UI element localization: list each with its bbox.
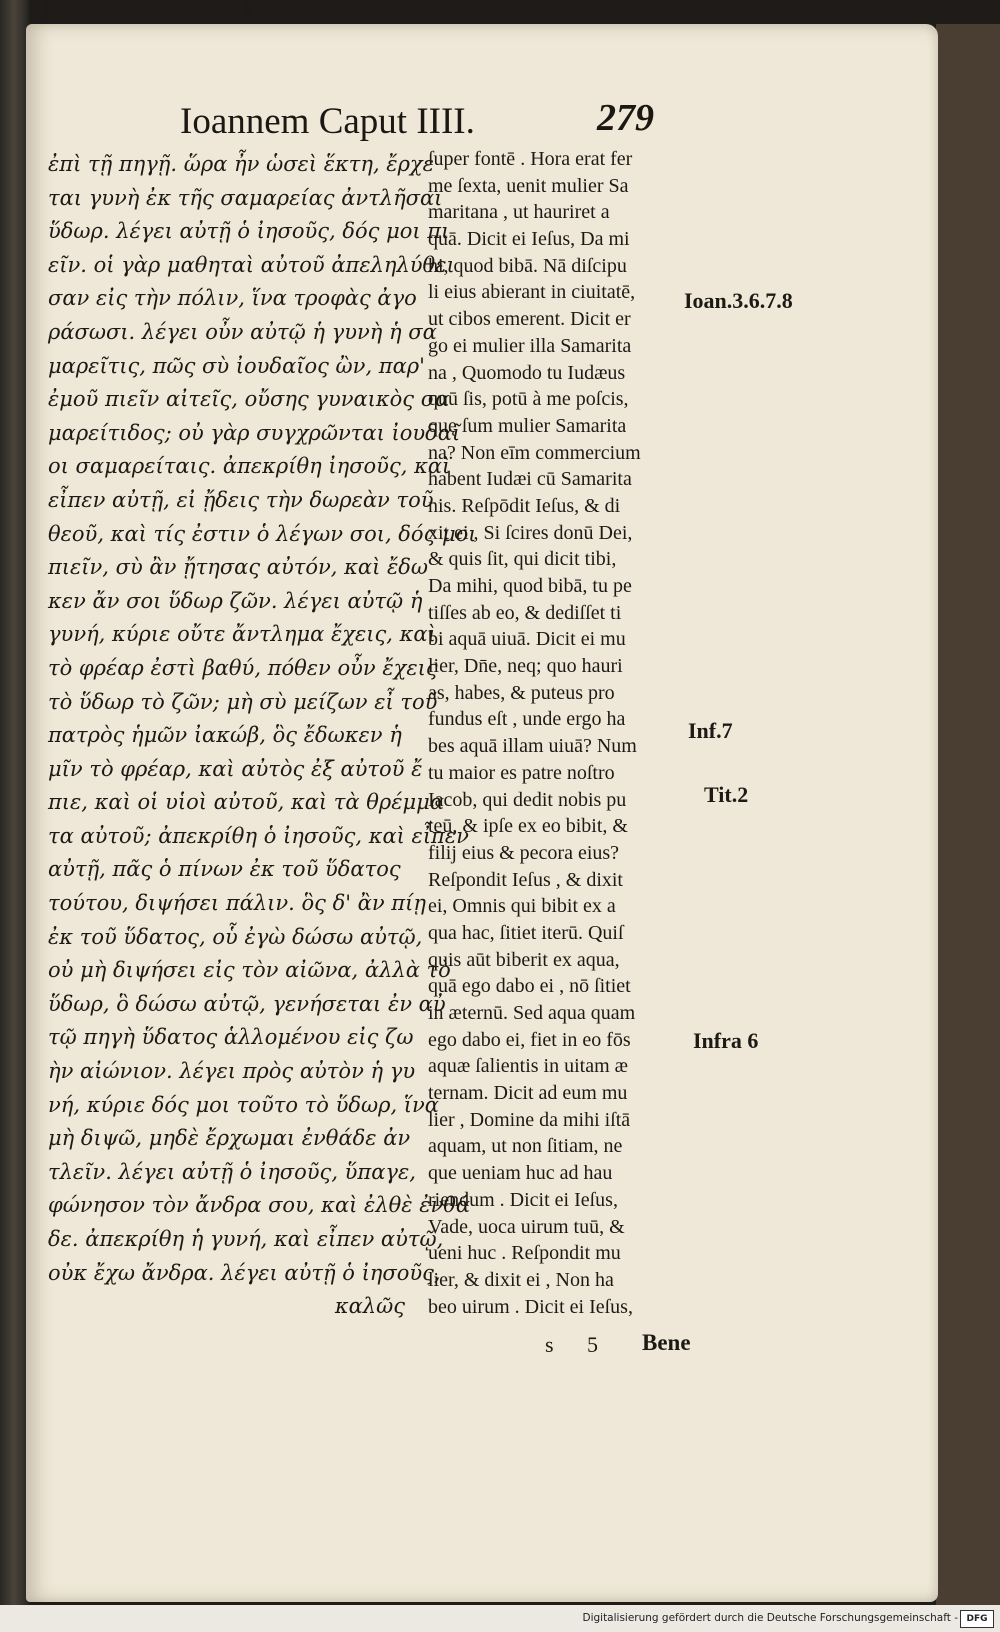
latin-text-line: & quis ſit, qui dicit tibi, <box>428 548 617 571</box>
greek-text-line: νή, κύριε δός μοι τοῦτο τὸ ὕδωρ, ἵνα <box>48 1092 439 1117</box>
greek-text-line: αὐτῇ, πᾶς ὁ πίνων ἐκ τοῦ ὕδατος <box>48 857 401 882</box>
latin-text-line: nis. Reſpōdit Ieſus, & di <box>428 494 621 517</box>
margin-note-tit: Tit.2 <box>704 782 749 807</box>
latin-text-line: Iacob, qui dedit nobis pu <box>428 788 627 811</box>
margin-note-ioan: Ioan.3.6.7.8 <box>684 288 793 313</box>
greek-text-line: πατρὸς ἡμῶν ἰακώβ, ὃς ἔδωκεν ἡ <box>48 723 402 748</box>
latin-text-line: riendum . Dicit ei Ieſus, <box>428 1188 618 1211</box>
margin-note-inf: Inf.7 <box>688 718 733 743</box>
greek-text-line: πιεῖν, σὺ ἂν ᾔτησας αὐτόν, καὶ ἔδω <box>48 555 429 580</box>
latin-text-line: aquæ ſalientis in uitam æ <box>428 1055 628 1078</box>
greek-text-line: οι σαμαρείταις. ἀπεκρίθη ἰησοῦς, καὶ <box>48 454 451 479</box>
latin-text-line: Da mihi, quod bibā, tu pe <box>428 575 632 597</box>
greek-text-line: θεοῦ, καὶ τίς ἐστιν ὁ λέγων σοι, δός μοι <box>48 521 477 546</box>
greek-text-line: ἐπὶ τῇ πηγῇ. ὥρα ἦν ὡσεὶ ἕκτη, ἔρχε <box>48 152 434 176</box>
greek-text-line: μὴ διψῶ, μηδὲ ἔρχωμαι ἐνθάδε ἀν <box>48 1126 411 1151</box>
latin-text-line: na , Quomodo tu Iudæus <box>428 361 626 384</box>
greek-text-line: ὕδωρ. λέγει αὐτῇ ὁ ἰησοῦς, δός μοι πι <box>48 219 450 244</box>
latin-text-line: tu maior es patre noſtro <box>428 761 615 784</box>
latin-text-line: ego dabo ei, fiet in eo fōs <box>428 1028 631 1051</box>
greek-text-line: εἶπεν αὐτῇ, εἰ ᾔδεις τὴν δωρεὰν τοῦ <box>48 487 434 512</box>
greek-text-line: τὸ ὕδωρ τὸ ζῶν; μὴ σὺ μείζων εἶ τοῦ <box>48 689 438 714</box>
latin-text-line: filij eius & pecora eius? <box>428 841 620 864</box>
greek-text-line: τούτου, διψήσει πάλιν. ὃς δ' ἂν πίῃ <box>48 891 426 916</box>
greek-text-line: τὸ φρέαρ ἐστὶ βαθύ, πόθεν οὖν ἔχεις <box>48 655 438 680</box>
greek-text-line: εῖν. οἱ γὰρ μαθηταὶ αὐτοῦ ἀπεληλύθει <box>48 252 455 277</box>
latin-text-line: lier , Domine da mihi iſtā <box>428 1108 631 1131</box>
greek-text-line: ράσωσι. λέγει οὖν αὐτῷ ἡ γυνὴ ἡ σα <box>48 319 437 344</box>
greek-text-column <box>48 148 477 1324</box>
latin-text-line: qua hac, ſitiet iterū. Quiſ <box>428 921 624 944</box>
greek-text-line: γυνή, κύριε οὔτε ἄντλημα ἔχεις, καὶ <box>48 622 436 647</box>
greek-text-line: μαρεῖτις, πῶς σὺ ἰουδαῖος ὢν, παρ' <box>48 353 425 378</box>
greek-text-line: ὴν αἰώνιον. λέγει πρὸς αὐτὸν ἡ γυ <box>48 1059 416 1084</box>
latin-text-line: in æternū. Sed aqua quam <box>428 1002 636 1024</box>
latin-text-line: habent Iudæi cū Samarita <box>428 468 632 491</box>
latin-text-line: xit ei , Si ſcires donū Dei, <box>428 521 633 544</box>
greek-text-line: τῷ πηγὴ ὕδατος ἁλλομένου εἰς ζω <box>48 1025 414 1050</box>
greek-text-line: δε. ἀπεκρίθη ἡ γυνή, καὶ εἶπεν αὐτῷ, <box>48 1227 444 1251</box>
signature-mark: s 5 <box>545 1332 613 1357</box>
latin-text-line: bes aquā illam uiuā? Num <box>428 735 637 758</box>
greek-text-line: πιε, καὶ οἱ υἱοὶ αὐτοῦ, καὶ τὰ θρέμμα <box>48 790 445 815</box>
latin-text-line: go ei mulier illa Samarita <box>428 334 632 357</box>
greek-text-line: κεν ἄν σοι ὕδωρ ζῶν. λέγει αὐτῷ ἡ <box>48 588 423 613</box>
latin-text-line: ei, Omnis qui bibit ex a <box>428 895 616 918</box>
latin-text-line: quū ſis, potū à me poſcis, <box>428 388 629 411</box>
greek-text-line: ται γυνὴ ἐκ τῆς σαμαρείας ἀντλῆσαι <box>48 185 443 210</box>
greek-text-line: τλεῖν. λέγει αὐτῇ ὁ ἰησοῦς, ὕπαγε, <box>48 1159 416 1184</box>
latin-text-column <box>428 146 698 1320</box>
latin-text-line: Vade, uoca uirum tuū, & <box>428 1215 625 1238</box>
latin-text-line: me ſexta, uenit mulier Sa <box>428 174 629 197</box>
latin-text-line: teū, & ipſe ex eo bibit, & <box>428 815 628 838</box>
latin-text-line: ternam. Dicit ad eum mu <box>428 1082 628 1105</box>
page-number: 279 <box>597 97 654 139</box>
latin-text-line: bi aquā uiuā. Dicit ei mu <box>428 628 626 651</box>
greek-text-line: ἐμοῦ πιεῖν αἰτεῖς, οὔσης γυναικὸς σα <box>48 387 450 412</box>
latin-text-line: hi, quod bibā. Nā diſcipu <box>428 254 627 277</box>
greek-text-line: σαν εἰς τὴν πόλιν, ἵνα τροφὰς ἀγο <box>48 286 417 311</box>
latin-text-line: quā. Dicit ei Ieſus, Da mi <box>428 228 630 251</box>
greek-text-line: μῖν τὸ φρέαρ, καὶ αὐτὸς ἐξ αὐτοῦ ἔ <box>48 756 423 781</box>
dfg-logo: DFG <box>960 1610 994 1628</box>
latin-text-line: quā ego dabo ei , nō ſitiet <box>428 975 631 998</box>
greek-text-line: οὐκ ἔχω ἄνδρα. λέγει αὐτῇ ὁ ἰησοῦς, <box>48 1260 441 1285</box>
latin-text-line: quę ſum mulier Samarita <box>428 414 627 437</box>
greek-text-line: ὕδωρ, ὃ δώσω αὐτῷ, γενήσεται ἐν αὐ <box>48 991 446 1016</box>
latin-text-line: li eius abierant in ciuitatē, <box>428 281 636 304</box>
greek-text-line: καλῶς <box>334 1294 405 1319</box>
greek-text-line: ἐκ τοῦ ὕδατος, οὗ ἐγὼ δώσω αὐτῷ, <box>48 924 423 949</box>
latin-text-line: tiſſes ab eo, & dediſſet ti <box>428 601 622 624</box>
greek-text-line: οὐ μὴ διψήσει εἰς τὸν αἰῶνα, ἀλλὰ τὸ <box>48 958 451 983</box>
catchword: Bene <box>642 1330 691 1355</box>
latin-text-line: beo uirum . Dicit ei Ieſus, <box>428 1295 633 1318</box>
footer-credit: Digitalisierung gefördert durch die Deutsche Forschungsgemeinschaft - <box>582 1612 958 1624</box>
latin-text-line: ueni huc . Reſpondit mu <box>428 1242 621 1265</box>
latin-text-line: lier, & dixit ei , Non ha <box>428 1268 614 1291</box>
running-header: Ioannem Caput IIII. <box>180 101 475 142</box>
latin-text-line: lier, Dn̄e, neq; quo hauri <box>428 655 623 678</box>
latin-text-line: Reſpondit Ieſus , & dixit <box>428 868 623 891</box>
latin-text-line: na? Non eīm commercium <box>428 441 641 464</box>
latin-text-line: quis aūt biberit ex aqua, <box>428 948 620 971</box>
latin-text-line: aquam, ut non ſitiam, ne <box>428 1135 623 1158</box>
greek-text-line: μαρείτιδος; οὐ γὰρ συγχρῶνται ἰουδαῖ <box>48 420 461 445</box>
latin-text-line: as, habes, & puteus pro <box>428 681 615 704</box>
margin-note-infra: Infra 6 <box>693 1028 759 1053</box>
latin-text-line: ut cibos emerent. Dicit er <box>428 308 631 331</box>
page-edge-shadow <box>936 24 1000 1605</box>
latin-text-line: ſuper fontē . Hora erat fer <box>428 148 633 170</box>
latin-text-line: que ueniam huc ad hau <box>428 1162 613 1185</box>
latin-text-line: maritana , ut hauriret a <box>428 201 610 224</box>
corner-marks: 1 1 <box>40 0 345 25</box>
latin-text-line: fundus eſt , unde ergo ha <box>428 708 626 731</box>
greek-text-line: τα αὐτοῦ; ἀπεκρίθη ὁ ἰησοῦς, καὶ εἶπεν <box>48 823 469 848</box>
greek-text-line: φώνησον τὸν ἄνδρα σου, καὶ ἐλθὲ ἐνθά <box>48 1193 471 1218</box>
